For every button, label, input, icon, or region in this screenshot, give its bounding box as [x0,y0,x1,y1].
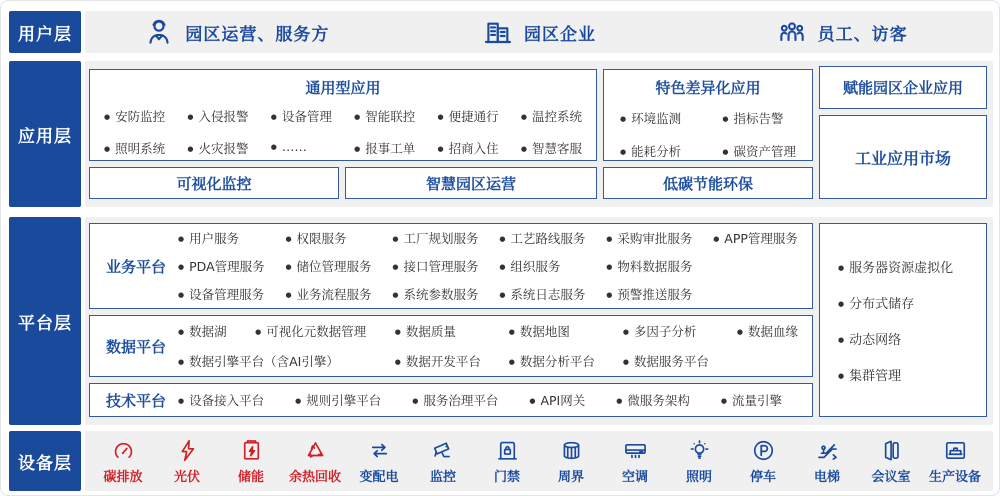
business-platform-box [89,223,813,309]
app-item: ● 环境监测 [620,109,681,127]
gauge-icon [111,438,136,463]
user-layer-content [85,11,993,53]
device-label: 光伏 [173,469,200,485]
device-item-energy-storage [219,438,283,485]
enterprise-building-icon [482,16,514,48]
data-platform-box [89,315,813,377]
featured-apps-grid [620,109,796,160]
user-group-label: 园区企业 [524,24,596,45]
app-item: ● 碳资产管理 [722,142,796,160]
service-item: ● 可视化元数据管理 [255,322,367,340]
user-group-enterprises [388,16,691,48]
device-label: 储能 [237,469,264,485]
app-item: ● 安防监控 [104,107,165,125]
app-item: ● 指标告警 [722,109,796,127]
device-label: 周界 [557,469,584,485]
service-item: ● 物料数据服务 [606,257,692,275]
service-item: ● 采购审批服务 [606,229,692,247]
service-item: ● 数据分析平台 [509,352,595,370]
device-item-carbon-emission [91,438,155,485]
service-item: ● 数据质量 [395,322,481,340]
device-item-surveillance [411,438,475,485]
general-apps-box [89,69,597,161]
platform-layer-content [85,217,993,425]
service-item: ● 储位管理服务 [285,257,371,275]
light-bulb-icon [687,438,712,463]
device-label: 碳排放 [103,469,143,485]
business-platform-title: 业务平台 [106,257,167,276]
app-item: ● 智能联控 [354,107,415,125]
general-apps-grid [104,107,582,157]
exchange-arrows-icon [367,438,392,463]
device-label: 余热回收 [288,469,341,485]
device-label: 监控 [429,469,456,485]
app-item: ● 设备管理 [271,107,332,125]
battery-storage-icon [239,438,264,463]
business-platform-grid [178,229,798,303]
door-lock-icon [495,438,520,463]
data-platform-title: 数据平台 [106,337,167,356]
app-item: ● …… [271,139,332,157]
application-layer-band [9,61,993,207]
service-item: ● PDA管理服务 [178,257,265,275]
escalator-icon [815,438,840,463]
service-item: ● 服务治理平台 [412,391,498,409]
app-item: ● 便捷通行 [438,107,499,125]
device-layer-content [85,431,993,491]
service-item: ● 规则引擎平台 [295,391,381,409]
device-item-lighting [667,438,731,485]
user-group-staff-visitors [690,16,993,48]
device-label: 空调 [621,469,648,485]
service-item: ● 数据开发平台 [395,352,481,370]
tech-platform-box [89,383,813,417]
service-item: ● 工艺路线服务 [499,229,585,247]
application-layer-content [85,61,993,207]
service-item: ● 业务流程服务 [285,285,371,303]
device-label: 照明 [685,469,712,485]
device-item-photovoltaic [155,438,219,485]
service-item: ● 数据血缘 [737,322,798,340]
empower-enterprise-apps-title: 赋能园区企业应用 [842,79,963,97]
service-item: ● 微服务架构 [616,391,690,409]
device-item-perimeter [539,438,603,485]
user-group-label: 园区运营、服务方 [185,24,330,45]
device-item-air-conditioning [603,438,667,485]
service-item: ● 数据地图 [509,322,595,340]
app-item: ● 照明系统 [104,139,165,157]
service-item: ● 数据引擎平台（含AI引擎） [178,352,367,370]
empower-enterprise-apps-box [819,66,987,109]
application-layer-label: 应用层 [9,61,81,207]
visual-monitoring-bar: 可视化监控 [89,167,339,199]
platform-layer-label: 平台层 [9,217,81,425]
device-label: 生产设备 [928,469,981,485]
app-item: ● 入侵报警 [187,107,248,125]
app-item: ● 报事工单 [354,139,415,157]
device-item-elevator [795,438,859,485]
device-layer-label: 设备层 [9,431,81,491]
infra-item: ● 动态网络 [838,329,986,348]
service-item: ● 系统参数服务 [392,285,478,303]
service-item: ● 流量引擎 [721,391,782,409]
operator-icon [143,16,175,48]
device-label: 会议室 [871,469,911,485]
device-label: 门禁 [493,469,520,485]
air-conditioner-icon [623,438,648,463]
device-label: 电梯 [813,469,840,485]
service-item: ● 工厂规划服务 [392,229,478,247]
platform-layer-band [9,217,993,425]
tech-platform-title: 技术平台 [106,391,167,410]
service-item: ● 用户服务 [178,229,265,247]
infra-item: ● 集群管理 [838,365,986,384]
user-layer-label: 用户层 [9,11,81,53]
general-apps-title: 通用型应用 [305,79,381,97]
service-item: ● 接口管理服务 [392,257,478,275]
parking-icon [751,438,776,463]
industrial-app-market-box [819,115,987,199]
featured-apps-title: 特色差异化应用 [655,79,761,97]
staff-visitors-icon [776,16,808,48]
user-layer-band [9,11,993,53]
service-item: ● 系统日志服务 [499,285,585,303]
featured-apps-box [603,69,813,161]
infra-item: ● 分布式储存 [838,293,986,312]
device-label: 变配电 [359,469,399,485]
low-carbon-bar: 低碳节能环保 [603,167,813,199]
service-item: ● 设备接入平台 [178,391,264,409]
device-item-parking [731,438,795,485]
tech-platform-row [178,391,798,409]
user-group-operators [85,16,388,48]
app-item: ● 智慧客服 [521,139,582,157]
recycle-icon [303,438,328,463]
device-item-production-equipment [923,438,987,485]
infrastructure-box [819,223,987,417]
app-item: ● 温控系统 [521,107,582,125]
cctv-camera-icon [431,438,456,463]
infra-item: ● 服务器资源虚拟化 [838,257,986,276]
service-item: ● 数据湖 [178,322,227,340]
device-layer-band [9,431,993,491]
service-item: ● 权限服务 [285,229,371,247]
meeting-room-icon [879,438,904,463]
service-item: ● 设备管理服务 [178,285,265,303]
perimeter-drum-icon [559,438,584,463]
device-item-waste-heat-recovery [283,438,347,485]
production-equipment-icon [943,438,968,463]
service-item: ● 多因子分析 [623,322,709,340]
smart-park-operation-bar: 智慧园区运营 [345,167,597,199]
app-item: ● 能耗分析 [620,142,681,160]
industrial-app-market-title: 工业应用市场 [854,148,951,168]
service-item: ● 预警推送服务 [606,285,692,303]
user-group-label: 员工、访客 [817,24,908,45]
device-label: 停车 [749,469,776,485]
service-item: ● APP管理服务 [713,229,798,247]
device-item-power-distribution [347,438,411,485]
app-item: ● 招商入住 [438,139,499,157]
service-item: ● 数据服务平台 [623,352,709,370]
service-item: ● API网关 [529,391,585,409]
service-item: ● 组织服务 [499,257,585,275]
lightning-icon [175,438,200,463]
data-platform-grid [178,322,798,370]
app-item: ● 火灾报警 [187,139,248,157]
device-item-access-control [475,438,539,485]
device-item-meeting-room [859,438,923,485]
